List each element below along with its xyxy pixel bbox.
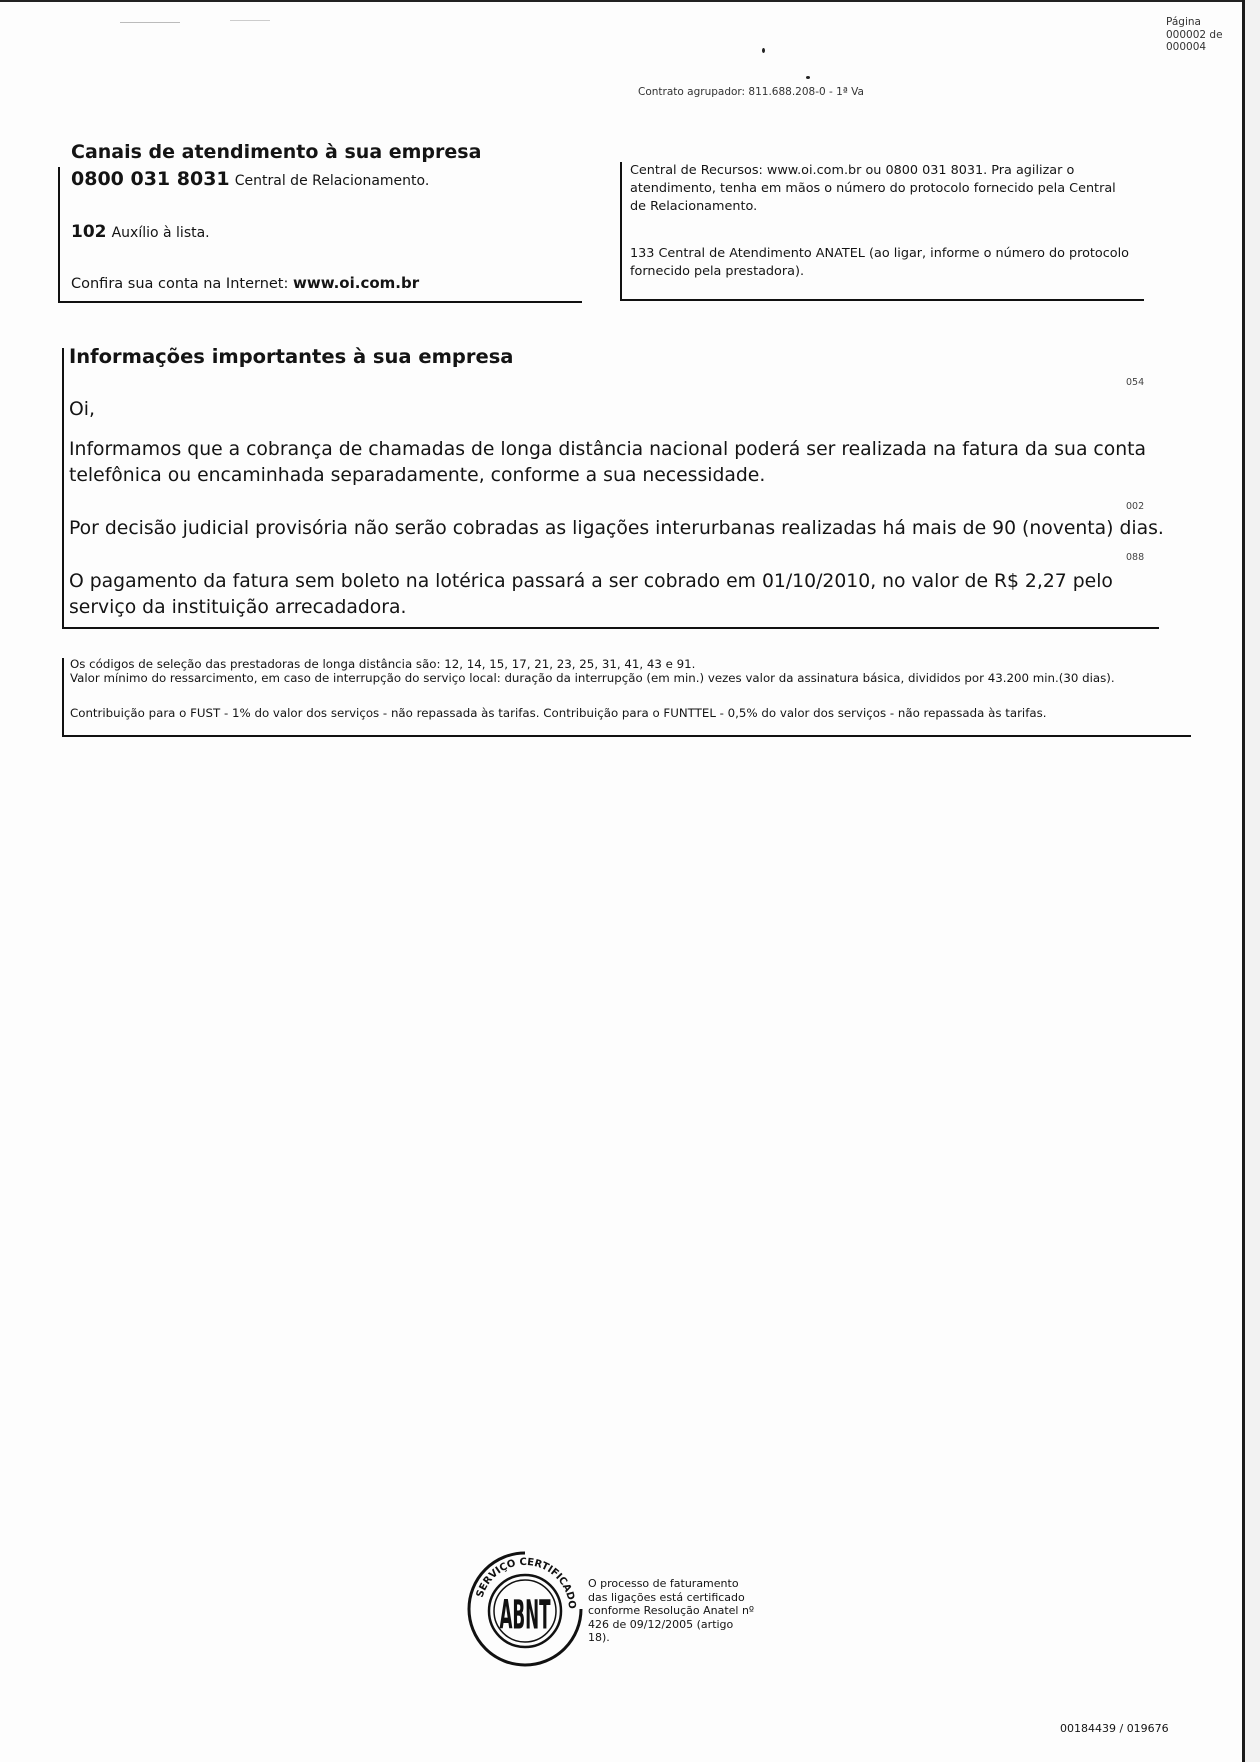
scan-speck: [806, 76, 810, 79]
channels-title: Canais de atendimento à sua empresa: [71, 141, 482, 163]
document-id: 00184439 / 019676: [1060, 1722, 1169, 1735]
page-label: Página: [1166, 16, 1201, 28]
scan-speck: [762, 48, 765, 53]
message-code: 088: [1126, 552, 1145, 563]
certification-text: O processo de faturamento das ligações está certificado conforme Resolução Anatel nº 426 de 09/12/2005 (artigo 18).: [588, 1577, 755, 1644]
fine-print-line: Contribuição para o FUST - 1% do valor dos serviços - não repassada às tarifas. Contribuição para o FUNTTEL - 0,5% do valor dos serviços - não repassada às tarifas.: [70, 706, 1047, 720]
aux-description: Auxílio à lista.: [111, 225, 210, 241]
scan-speck: [230, 20, 270, 21]
internet-link[interactable]: www.oi.com.br: [292, 274, 420, 292]
phone-line: [71, 168, 429, 190]
scan-edge-top: [0, 0, 1260, 2]
recursos-text: Central de Recursos: www.oi.com.br ou 0800 031 8031. Pra agilizar o atendimento, tenha em mãos o número do protocolo fornecido pela Central de Relacionamento.: [630, 163, 1116, 214]
phone-number: 0800 031 8031: [71, 168, 230, 190]
contract-number: Contrato agrupador: 811.688.208-0 - 1ª Va: [638, 86, 864, 98]
message-code: 054: [1126, 377, 1145, 388]
internet-prefix: Confira sua conta na Internet:: [71, 276, 289, 292]
page-current: 000002 de: [1166, 28, 1223, 41]
info-paragraph: Informamos que a cobrança de chamadas de longa distância nacional poderá ser realizada na fatura da sua conta telefônica ou encaminhada separadamente, conforme a sua necessidade.: [69, 439, 1147, 486]
fine-print-line: Os códigos de seleção das prestadoras de longa distância são: 12, 14, 15, 17, 21, 23, 25, 31, 41, 43 e 91.: [70, 657, 696, 671]
aux-line: [71, 222, 210, 242]
info-paragraph: Por decisão judicial provisória não serão cobradas as ligações interurbanas realizadas há mais de 90 (noventa) dias.: [69, 518, 1164, 539]
greeting: Oi,: [69, 399, 95, 420]
seal-ring-text: SERVIÇO CERTIFICADO: [474, 1556, 578, 1610]
scan-speck: [120, 22, 180, 23]
info-title: Informações importantes à sua empresa: [69, 345, 514, 368]
info-paragraph: O pagamento da fatura sem boleto na lotérica passará a ser cobrado em 01/10/2010, no valor de R$ 2,27 pelo serviço da instituição arrecadadora.: [69, 571, 1113, 618]
seal-logo-text: ABNT: [499, 1592, 551, 1639]
aux-number: 102: [71, 222, 107, 242]
page-indicator: [1166, 16, 1223, 54]
message-code: 002: [1126, 501, 1145, 512]
fine-print-line: Valor mínimo do ressarcimento, em caso de interrupção do serviço local: duração da interrupção (em min.) vezes valor da assinatura básica, divididos por 43.200 min.(30 dias).: [70, 671, 1115, 685]
scan-margin-right: [1245, 0, 1260, 1762]
internet-line: [71, 274, 419, 292]
page-total: 000004: [1166, 41, 1207, 53]
abnt-seal-icon: [465, 1549, 585, 1669]
phone-description: Central de Relacionamento.: [234, 173, 430, 189]
anatel-text: 133 Central de Atendimento ANATEL (ao ligar, informe o número do protocolo fornecido pela prestadora).: [630, 246, 1130, 279]
